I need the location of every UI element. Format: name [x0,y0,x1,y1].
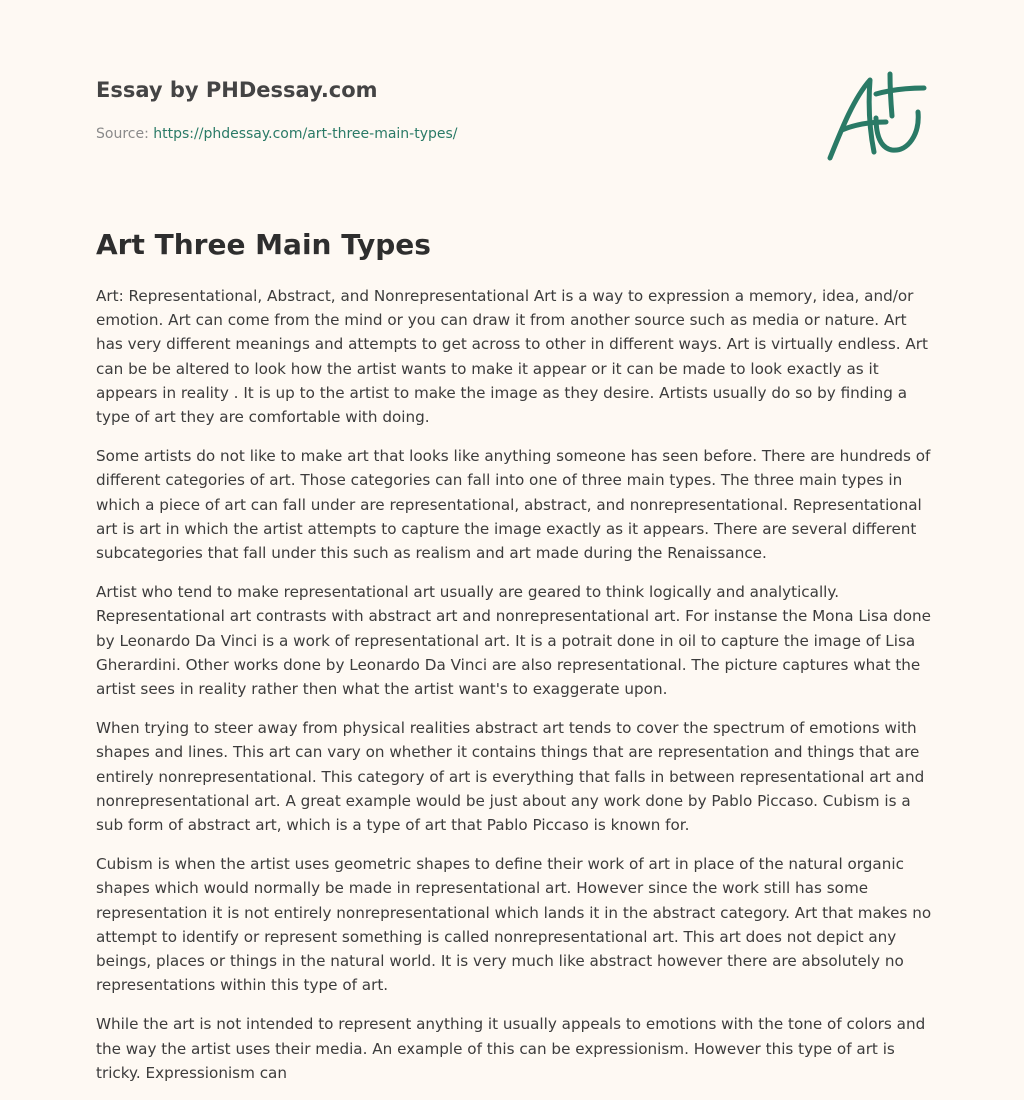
source-line [96,124,736,144]
paragraph: Artist who tend to make representational art usually are geared to think logically and analytically. Representational art contrasts with abstract art and nonrepresentational art. For instanse the Mona Lisa done by Leonardo Da Vinci is a work of representational art. It is a potrait done in oil to capture the image of Lisa Gherardini. Other works done by Leonardo Da Vinci are also representational. The picture captures what the artist sees in reality rather then what the artist want's to exaggerate upon. [96,583,931,699]
article-body [96,284,934,1100]
paragraph: While the art is not intended to represent anything it usually appeals to emotions with the tone of colors and the way the artist uses their media. An example of this can be expressionism. However this type of art is tricky. Expressionism can [96,1015,926,1082]
article-title: Art Three Main Types [96,228,431,261]
source-link[interactable]: https://phdessay.com/art-three-main-types/ [153,126,458,142]
a-plus-logo-icon [820,66,930,166]
site-brand: Essay by PHDessay.com [96,78,378,102]
paragraph: Cubism is when the artist uses geometric shapes to define their work of art in place of the natural organic shapes which would normally be made in representational art. However since the work still has some representation it is not entirely nonrepresentational which lands it in the abstract category. Art that makes no attempt to identify or represent something is called nonrepresentational art. This art does not depict any beings, places or things in the natural world. It is very much like abstract however there are absolutely no representations within this type of art. [96,855,932,995]
paragraph: Some artists do not like to make art that looks like anything someone has seen before. There are hundreds of different categories of art. Those categories can fall into one of three main types. The three main types in which a piece of art can fall under are representational, abstract, and nonrepresentational. Representational art is art in which the artist attempts to capture the image exactly as it appears. There are several different subcategories that fall under this such as realism and art made during the Renaissance. [96,447,931,563]
paragraph: Art: Representational, Abstract, and Nonrepresentational Art is a way to expression a memory, idea, and/or emotion. Art can come from the mind or you can draw it from another source such as media or nature. Art has very different meanings and attempts to get across to other in different ways. Art is virtually endless. Art can be be altered to look how the artist wants to make it appear or it can be made to look exactly as it appears in reality . It is up to the artist to make the image as they desire. Artists usually do so by finding a type of art they are comfortable with doing. [96,287,928,427]
essay-header [96,76,736,144]
paragraph: When trying to steer away from physical realities abstract art tends to cover the spectrum of emotions with shapes and lines. This art can vary on whether it contains things that are representation and things that are entirely nonrepresentational. This category of art is everything that falls in between representational art and nonrepresentational art. A great example would be just about any work done by Pablo Piccaso. Cubism is a sub form of abstract art, which is a type of art that Pablo Piccaso is known for. [96,719,925,835]
source-label: Source: [96,126,154,142]
